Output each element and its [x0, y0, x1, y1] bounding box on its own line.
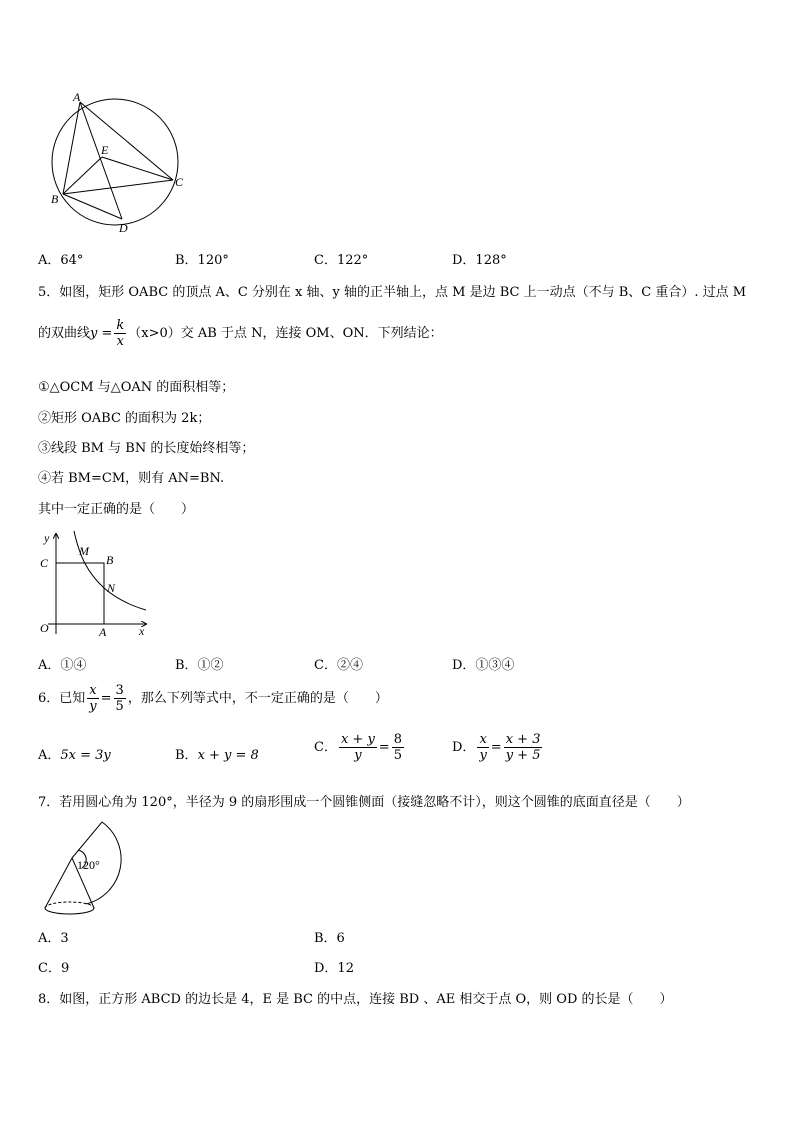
q6-d-rnum: x + 3: [504, 732, 543, 748]
q5-conclusion-1: ①△OCM 与△OAN 的面积相等；: [38, 380, 235, 395]
q6-b-expr: x + y = 8: [197, 748, 259, 763]
q6-c-rnum: 8: [393, 732, 402, 747]
q6-given-left: [87, 683, 98, 714]
q6-d-num: x: [477, 732, 488, 748]
q7-option-c: C．9: [38, 961, 70, 976]
q4-option-a: A．64°: [38, 253, 84, 268]
q7-cone-base-back: [45, 902, 94, 908]
q5-label-B: B: [106, 553, 114, 567]
q4-label-B: B: [51, 192, 59, 206]
q6-c-den: y: [354, 748, 362, 763]
q6-c-eq: =: [378, 740, 390, 755]
q6-d-eq: =: [490, 740, 502, 755]
q6-c-label: C．: [314, 740, 337, 755]
q7-angle-label: 120°: [77, 858, 100, 872]
q6-c-num: x + y: [340, 732, 375, 747]
q4-label-A: A: [73, 90, 81, 104]
q6-c-rden: 5: [393, 748, 402, 763]
q6-given-right: [114, 683, 126, 714]
q8-stem: 8．如图，正方形 ABCD 的边长是 4，E 是 BC 的中点，连接 BD 、AE 相交于点 O，则 OD 的长是（ ）: [38, 992, 673, 1007]
q5-ask: 其中一定正确的是（ ）: [38, 502, 195, 517]
q5-hyperbola: [74, 531, 146, 610]
q4-circle-figure: [40, 88, 190, 238]
q5-stem-line2: [38, 318, 443, 349]
q5-graph-figure: [36, 528, 156, 640]
q6-option-a: [38, 744, 111, 763]
q5-fraction: [114, 318, 126, 349]
q5-option-a: A．①④: [38, 658, 87, 673]
q4-label-E: E: [101, 143, 109, 157]
q4-label-D: D: [119, 221, 128, 235]
q6-given-eq: =: [100, 691, 112, 706]
q6-given-den: y: [89, 699, 97, 714]
q6-stem-post: ，那么下列等式中，不一定正确的是（ ）: [127, 691, 388, 706]
q4-option-d: D．128°: [452, 253, 507, 268]
q5-frac-num: k: [116, 318, 125, 333]
q6-option-b: [175, 744, 259, 763]
q6-a-label: A．: [38, 748, 61, 763]
q5-conclusion-2: ②矩形 OABC 的面积为 2k；: [38, 411, 211, 426]
q5-label-N: N: [107, 581, 116, 595]
q5-label-A: A: [99, 625, 107, 639]
q7-cone-left-edge: [45, 858, 72, 908]
q4-label-C: C: [175, 175, 184, 189]
q7-option-d: D．12: [314, 961, 354, 976]
q4-circle: [52, 99, 178, 225]
q6-d-rden: y + 5: [505, 748, 541, 763]
q5-frac-den: x: [116, 334, 124, 349]
q6-b-label: B．: [175, 748, 198, 763]
q5-label-C: C: [40, 556, 49, 570]
q4-seg-EC: [102, 157, 173, 180]
q5-stem2-post: （x>0）交 AB 于点 N，连接 OM、ON．下列结论：: [128, 326, 443, 341]
q4-seg-BD: [63, 194, 122, 219]
q5-option-c: C．②④: [314, 658, 363, 673]
q4-seg-BC: [63, 180, 173, 194]
q6-given-num: x: [87, 683, 98, 699]
q4-option-c: C．122°: [314, 253, 369, 268]
q6-a-expr: 5x = 3y: [60, 748, 111, 763]
q5-eq-y: y =: [90, 326, 113, 341]
q5-label-x: x: [139, 624, 145, 638]
q7-cone-figure: [40, 820, 140, 920]
q5-option-d: D．①③④: [452, 658, 515, 673]
q5-conclusion-3: ③线段 BM 与 BN 的长度始终相等；: [38, 441, 255, 456]
q5-stem2-pre: 的双曲线: [38, 326, 91, 341]
q6-d-den: y: [479, 748, 487, 763]
q5-stem-line1: 5．如图，矩形 OABC 的顶点 A、C 分别在 x 轴、y 轴的正半轴上，点 M 是边 BC 上一动点（不与 B、C 重合）. 过点 M: [38, 285, 747, 300]
q6-c-left: [339, 732, 377, 763]
q6-given-rnum: 3: [115, 683, 124, 698]
q5-option-b: B．①②: [175, 658, 224, 673]
q5-conclusion-4: ④若 BM=CM，则有 AN=BN.: [38, 471, 225, 486]
q6-d-label: D．: [452, 740, 476, 755]
q5-label-y: y: [44, 531, 50, 545]
q6-stem-pre: 6．已知: [38, 691, 86, 706]
q7-stem: 7．若用圆心角为 120°，半径为 9 的扇形围成一个圆锥侧面（接缝忽略不计），则这个圆锥的底面直径是（ ）: [38, 795, 690, 810]
q5-rectangle-OABC: [56, 563, 104, 624]
q7-cone-base-front: [45, 908, 94, 914]
q4-option-b: B．120°: [175, 253, 229, 268]
q6-d-left: [477, 732, 488, 763]
q5-label-M: M: [79, 544, 89, 558]
q5-label-O: O: [40, 621, 49, 635]
q6-option-c: [314, 732, 406, 763]
q6-stem: [38, 683, 388, 714]
q7-option-b: B．6: [314, 931, 345, 946]
q6-option-d: [452, 732, 544, 763]
q6-c-right: [392, 732, 404, 763]
q7-option-a: A．3: [38, 931, 69, 946]
q6-d-right: [504, 732, 543, 763]
q6-given-rden: 5: [115, 699, 124, 714]
